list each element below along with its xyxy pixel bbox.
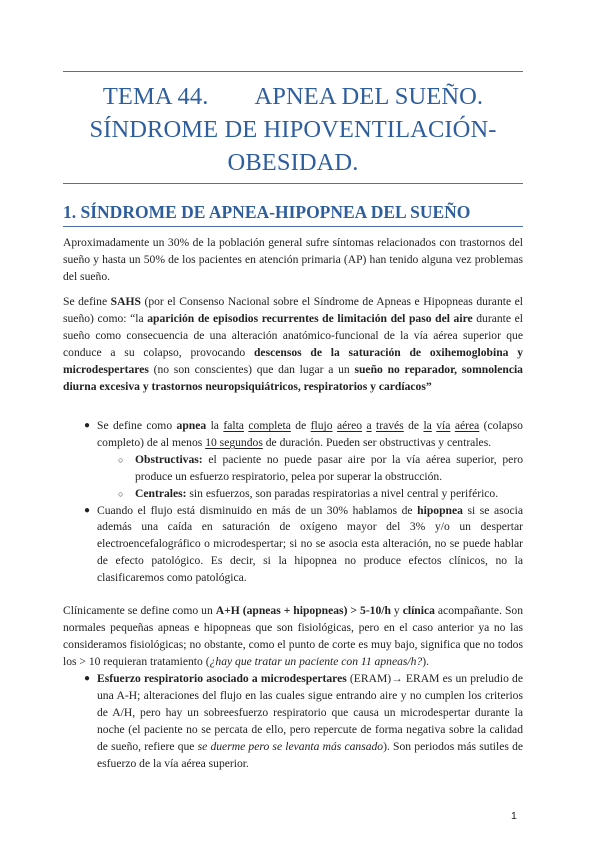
section-heading: 1. SÍNDROME DE APNEA-HIPOPNEA DEL SUEÑO: [63, 202, 471, 222]
title-bottom-rule: [63, 183, 523, 184]
bullet-icon: ●: [84, 673, 91, 684]
paragraph-clinical-definition: Clínicamente se define como un A+H (apneas + hipopneas) > 5-10/h y clínica acompañante. Son normales pequeñas apneas e hipopneas que son fisiológicas, pero en el caso anterior ya no las consideramos fisiológicas; no obstante, como el punto de corte es muy bajo, significa que no todos los > 10 requieran tratamiento (¿hay que tratar un paciente con 11 apneas/h?).: [63, 604, 523, 668]
page-number: 1: [511, 810, 517, 822]
paragraph-prevalence: Aproximadamente un 30% de la población general sufre síntomas relacionados con trastornos del sueño y hasta un 50% de los pacientes en atención primaria (AP) han tenido alguna vez problemas del sueño.: [63, 236, 523, 283]
list-item-apnea: ● Se define como apnea la falta completa de flujo aéreo a través de la vía aérea (colapso completo) de al menos 10 segundos de duración. Pueden ser obstructivas y centrales.: [84, 419, 523, 449]
title-line-3: OBESIDAD.: [227, 149, 359, 176]
circle-bullet-icon: ○: [118, 488, 124, 499]
list-item-hipopnea: ● Cuando el flujo está disminuido en más de un 30% hablamos de hipopnea si se asocia además una caída en saturación de oxígeno mayor del 3% y/o un despertar electroencefalográfico o microdespertar; si no se asocia esta alteración, no se puede hablar de efecto patológico. Es decir, si la hipopnea no produce efectos clínicos, no la clasificaremos como patológica.: [84, 503, 523, 585]
title-top-rule: [63, 71, 523, 72]
bullet-list-eram: [84, 671, 524, 772]
circle-bullet-icon: ○: [118, 454, 124, 465]
sub-item-obstructivas: ○ Obstructivas: el paciente no puede pasar aire por la vía aérea superior, pero produce un esfuerzo respiratorio, pelea por superar la obstrucción.: [118, 452, 523, 483]
title-line-1: TEMA 44. APNEA DEL SUEÑO.: [102, 83, 484, 110]
title-line-2: SÍNDROME DE HIPOVENTILACIÓN-: [89, 116, 497, 143]
paragraph-sahs-definition: Se define SAHS (por el Consenso Nacional sobre el Síndrome de Apneas e Hipopneas durante el sueño) como: “la aparición de episodios recurrentes de limitación del paso del aire durante el sueño como consecuencia de una alteración anatómico-funcional de la vía aérea superior que conduce a su colapso, provocando descensos de la saturación de oxihemoglobina y microdespertares (no son conscientes) que dan lugar a un sueño no reparador, somnolencia diurna excesiva y trastornos neuropsiquiátricos, respiratorios y cardíacos”: [63, 295, 524, 393]
sub-item-centrales: ○ Centrales: sin esfuerzos, son paradas respiratorias a nivel central y periférico.: [135, 486, 523, 503]
list-item-eram: ● Esfuerzo respiratorio asociado a microdespertares (ERAM)→ ERAM es un preludio de una A-H; alteraciones del flujo en las cuales sigue entrando aire y no cumplen los criterios de A/H, pero hay un sobreesfuerzo respiratorio que causa un microdespertar durante la noche (el paciente no se percata de ello, pero repercute de forma negativa sobre la calidad de sueño, refiere que se duerme pero se levanta más cansado). Son periodos más sutiles de esfuerzo de la vía aérea superior.: [84, 672, 524, 770]
term-sahs: SAHS: [110, 295, 141, 308]
page-title: [63, 80, 523, 179]
bullet-list-definitions: [84, 418, 523, 587]
section-heading-rule: [63, 226, 523, 227]
bullet-icon: ●: [84, 420, 91, 431]
bullet-icon: ●: [84, 504, 91, 516]
